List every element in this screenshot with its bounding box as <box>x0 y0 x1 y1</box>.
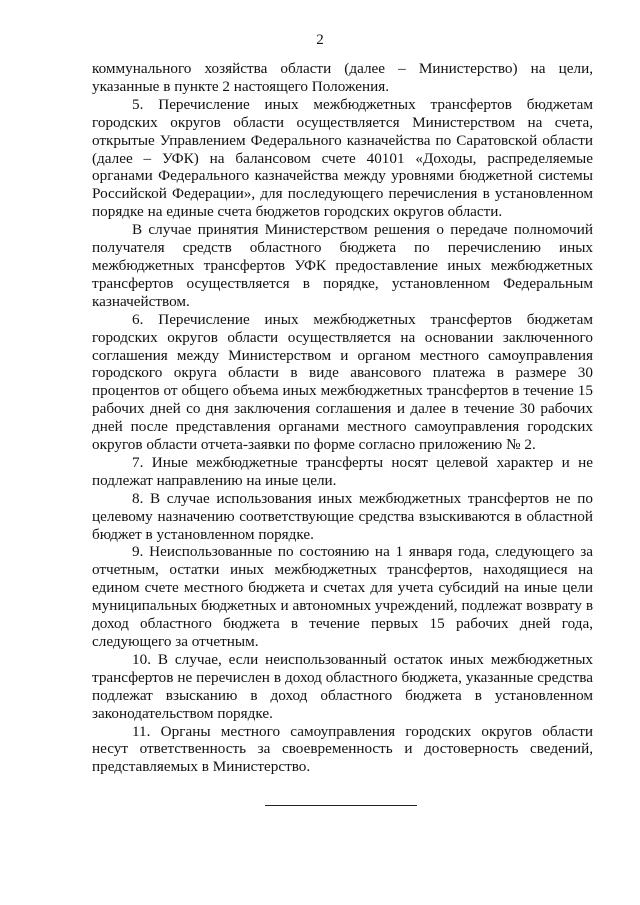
end-divider-line <box>265 805 417 806</box>
paragraph-item-9: 9. Неиспользованные по состоянию на 1 января года, следующего за отчетным, остатки иных межбюджетных трансфертов, находящиеся на едином счете местного бюджета и счетах для учета субсидий на иные цели муниципальных бюджетных и автономных учреждений, подлежат возврату в доход областного бюджета в течение первых 15 рабочих дней года, следующего за отчетным. <box>92 543 593 650</box>
paragraph-item-6: 6. Перечисление иных межбюджетных трансфертов бюджетам городских округов области осуществляется на основании заключенного соглашения между Министерством и органом местного самоуправления городского округа области в виде авансового платежа в размере 30 процентов от общего объема иных межбюджетных трансфертов в течение 15 рабочих дней со дня заключения соглашения и далее в течение 30 рабочих дней после представления органами местного самоуправления городских округов области отчета-заявки по форме согласно приложению № 2. <box>92 310 593 454</box>
paragraph-item-7: 7. Иные межбюджетные трансферты носят целевой характер и не подлежат направлению на иные цели. <box>92 453 593 489</box>
document-body <box>92 60 593 776</box>
paragraph-item-8: 8. В случае использования иных межбюджетных трансфертов не по целевому назначению соответствующие средства взыскиваются в областной бюджет в установленном порядке. <box>92 489 593 543</box>
paragraph-item-10: 10. В случае, если неиспользованный остаток иных межбюджетных трансфертов не перечислен в доход областного бюджета, указанные средства подлежат взысканию в доход областного бюджета в установленном законодательством порядке. <box>92 650 593 722</box>
page-number: 2 <box>316 32 324 48</box>
paragraph-item-5-addendum: В случае принятия Министерством решения о передаче полномочий получателя средств областного бюджета по перечислению иных межбюджетных трансфертов УФК предоставление иных межбюджетных трансфертов осуществляется в порядке, установленном Федеральным казначейством. <box>92 221 593 310</box>
paragraph-continuation: коммунального хозяйства области (далее – Министерство) на цели, указанные в пункте 2 настоящего Положения. <box>92 60 593 95</box>
paragraph-item-5: 5. Перечисление иных межбюджетных трансфертов бюджетам городских округов области осуществляется Министерством на счета, открытые Управлением Федерального казначейства по Саратовской области (далее – УФК) на балансовом счете 40101 «Доходы, распределяемые органами Федерального казначейства между уровнями бюджетной системы Российской Федерации», для последующего перечисления в установленном порядке на единые счета бюджетов городских округов области. <box>92 95 593 221</box>
paragraph-item-11: 11. Органы местного самоуправления городских округов области несут ответственность за своевременность и достоверность сведений, представляемых в Министерство. <box>92 722 593 776</box>
